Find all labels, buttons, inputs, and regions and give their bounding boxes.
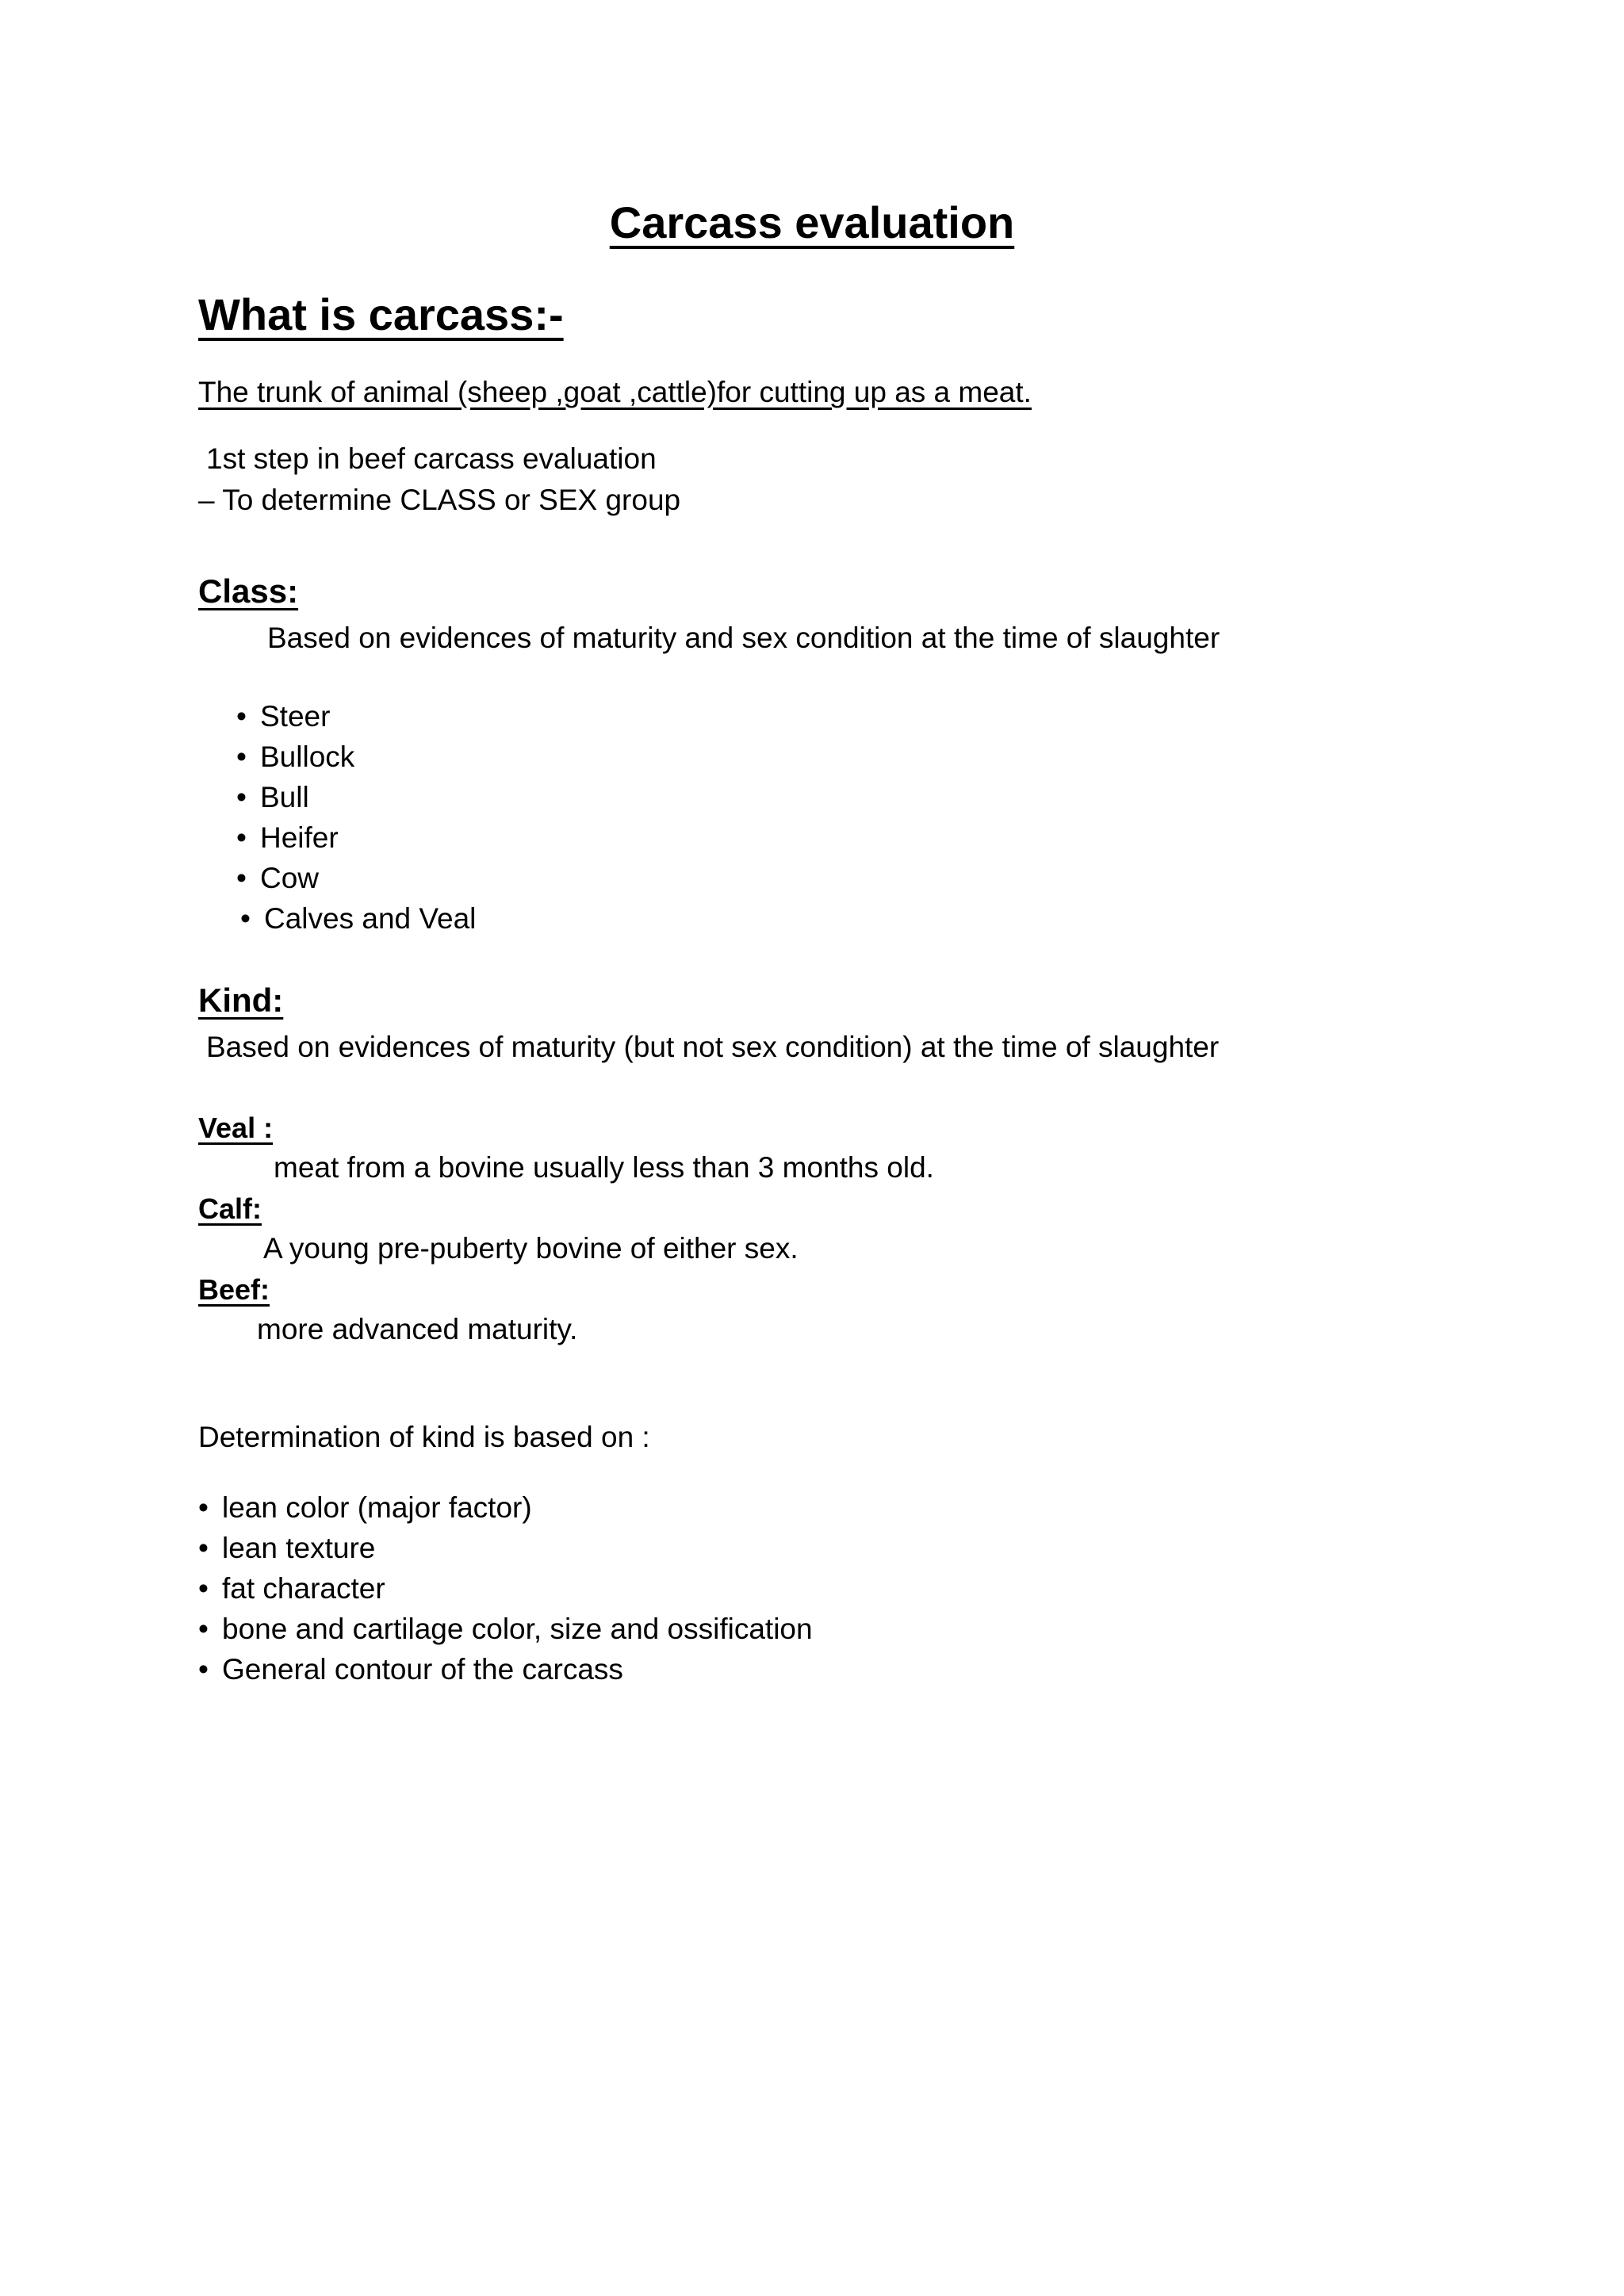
list-item: • fat character	[198, 1568, 813, 1609]
kind-description: Based on evidences of maturity (but not sex condition) at the time of slaughter	[206, 1031, 1220, 1063]
list-item: • Calves and Veal	[236, 898, 476, 939]
beef-term: Beef:	[198, 1273, 270, 1306]
determination-list	[198, 1487, 813, 1689]
veal-term: Veal :	[198, 1112, 274, 1144]
what-is-carcass-heading: What is carcass:-	[198, 289, 564, 339]
beef-definition: more advanced maturity.	[257, 1313, 578, 1345]
list-item: • Cow	[236, 858, 476, 898]
class-description: Based on evidences of maturity and sex condition at the time of slaughter	[267, 622, 1220, 654]
veal-definition: meat from a bovine usually less than 3 months old.	[274, 1151, 934, 1184]
carcass-definition: The trunk of animal (sheep ,goat ,cattle)for cutting up as a meat.	[198, 376, 1032, 408]
determination-heading: Determination of kind is based on :	[198, 1421, 650, 1453]
list-item: • Steer	[236, 696, 476, 737]
class-heading: Class:	[198, 572, 299, 610]
list-item: • lean color (major factor)	[198, 1487, 813, 1528]
step-line-2: – To determine CLASS or SEX group	[198, 484, 681, 516]
calf-term: Calf:	[198, 1192, 262, 1225]
calf-definition: A young pre-puberty bovine of either sex.	[263, 1232, 799, 1265]
list-item: • Heifer	[236, 817, 476, 858]
list-item: • Bullock	[236, 737, 476, 777]
list-item: • General contour of the carcass	[198, 1649, 813, 1689]
class-list	[236, 696, 476, 939]
kind-heading: Kind:	[198, 982, 284, 1019]
list-item: • Bull	[236, 777, 476, 817]
step-line-1: 1st step in beef carcass evaluation	[206, 442, 657, 475]
list-item: • bone and cartilage color, size and ossification	[198, 1609, 813, 1649]
list-item: • lean texture	[198, 1528, 813, 1568]
page-title: Carcass evaluation	[609, 197, 1015, 247]
